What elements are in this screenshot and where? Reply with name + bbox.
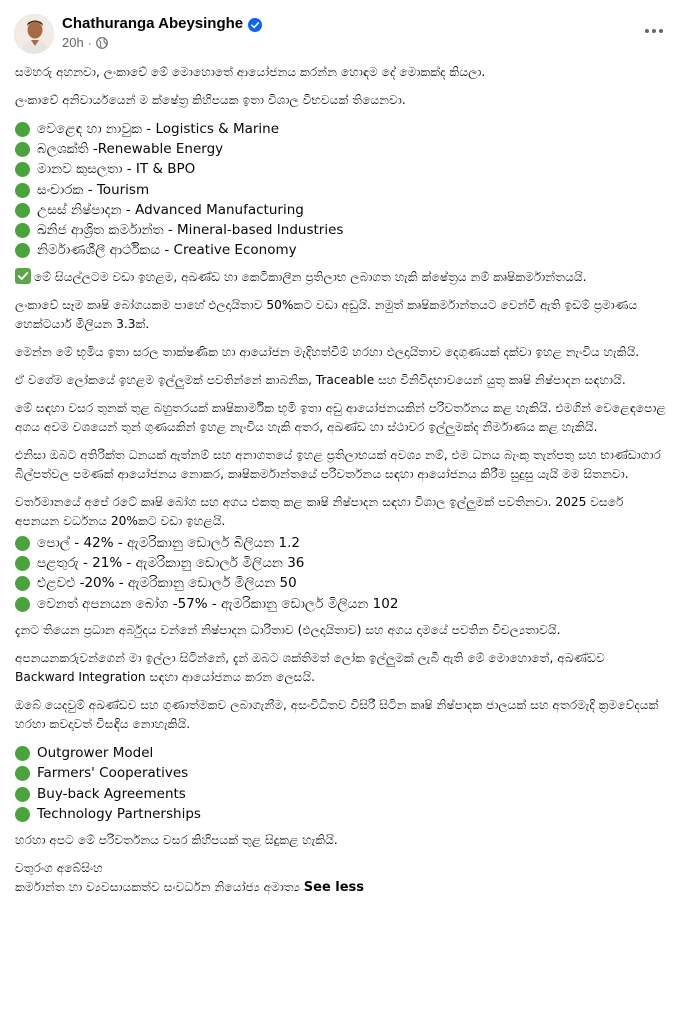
green-circle-icon <box>15 183 30 198</box>
list-item-text: පොල් - 42% - ඇමරිකානු ඩොලර් බිලියන 1.2 <box>37 534 300 551</box>
more-dots-icon <box>644 28 664 34</box>
post-meta <box>62 35 262 50</box>
meta-separator: · <box>87 35 92 50</box>
list-item <box>15 200 667 220</box>
post-time[interactable]: 20h <box>62 35 84 50</box>
list-item <box>15 180 667 200</box>
list-item <box>15 139 667 159</box>
list-item-text: පළතුරු - 21% - ඇමරිකානු ඩොලර් මිලියන 36 <box>37 555 305 572</box>
green-circle-icon <box>15 243 30 258</box>
green-circle-icon <box>15 162 30 177</box>
list-item-text: වෙළෙඳ හා නාවුක - Logistics & Marine <box>37 120 280 137</box>
list-item <box>15 553 667 573</box>
paragraph: මෙන්න මේ භූමිය ඉතා සරල තාක්ෂණික හා ආයෝජන මැදිහත්වීම් හරහා ඵලදායිතාව දෙගුණයක් දක්වා ඉහළ නැංවිය හැකියි. <box>15 345 640 360</box>
author-row <box>62 15 262 32</box>
post-header <box>14 11 672 57</box>
paragraph: ඔබේ යෙදවුම් අඛණ්ඩව සහ ගුණාත්මකව ලබාගැනීම, අසංවිධිතව විසිරී සිටින කෘෂි නිෂ්පාදක ජාලයක් සහ අතරමැදි ක්‍රමවේදයක් හරහා කවදාවත් විසඳිය නොහැකියි. <box>15 698 659 732</box>
green-circle-icon <box>15 807 30 822</box>
green-circle-icon <box>15 787 30 802</box>
list-item <box>15 804 667 824</box>
list-item <box>15 784 667 804</box>
list-item <box>15 119 667 139</box>
list-item <box>15 764 667 784</box>
author-name[interactable]: Chathuranga Abeysinghe <box>62 15 244 32</box>
list-item <box>15 574 667 594</box>
green-circle-icon <box>15 536 30 551</box>
list-item-text: නිර්මාණශීලී ආර්ථිකය - Creative Economy <box>37 242 297 259</box>
check-mark-icon <box>15 268 31 284</box>
list-item-text: Buy-back Agreements <box>37 785 186 802</box>
post-body <box>15 63 667 897</box>
green-circle-icon <box>15 746 30 761</box>
paragraph: සමහරු අහනවා, ලංකාවේ මේ මොහොතේ ආයෝජනය කරන්න හොඳම දේ මොකක්ද කියලා. <box>15 65 486 79</box>
green-circle-icon <box>15 203 30 218</box>
paragraph: හරහා අපට මේ පරිවර්තනය වසර කිහිපයක් තුළ සිදුකළ හැකියි. <box>15 833 338 848</box>
paragraph: එනිසා ඔබට අතිරික්ත ධනයක් ඇත්නම් සහ අනාගතයේ ඉහළ ප්‍රතිලාභයක් අවශ්‍ය නම්, එම ධනය බැංකු තැන්පතු සහ භාණ්ඩාගාර බිල්පත්වල පමණක් ආයෝජනය නොකර, කෘෂිකර්මාන්තයේ පරිවර්තනය සඳහා ආයෝජනය කිරීම සුදුසු යැයි මම සිතනවා. <box>15 448 661 482</box>
list-item <box>15 220 667 240</box>
green-circle-icon <box>15 576 30 591</box>
green-circle-icon <box>15 142 30 157</box>
signature-name: චතුරංග අබේසිංහ <box>15 861 103 876</box>
list-item-text: මානව කුසලතා - IT & BPO <box>37 161 196 178</box>
list-item <box>15 241 667 261</box>
paragraph: මේ සඳහා වසර තුනක් තුළ බහුතරයක් කෘෂිකාර්මික භූමි ඉතා අඩු ආයෝජනයකින් පරිවර්තනය කළ හැකියි. එමගින් වෙළෙඳපොළ අගය අවම වශයෙන් තුන් ගුණයකින් ඉහළ නැංවිය හැකි අතර, අඛණ්ඩ හා ස්ථාවර ඉල්ලුමක්ද නිර්මාණය කළ හැකියි. <box>15 401 666 435</box>
avatar[interactable] <box>14 14 54 54</box>
globe-icon[interactable] <box>96 37 108 49</box>
list-item-text: බලශක්ති -Renewable Energy <box>37 140 224 157</box>
paragraph-text: මේ සියල්ලටම වඩා ඉහළම, අඛණ්ඩ හා කෙටිකාලීන ප්‍රතිලාභ ලබාගත හැකි ක්ෂේත්‍රය නම් කෘෂිකර්මාන්තයයි. <box>34 270 587 285</box>
paragraph: අපනයනකරුවන්ගෙන් මා ඉල්ලා සිටින්නේ, දැන් ඔබට ශක්තිමත් ලෝක ඉල්ලුමක් ලැබී ඇති මේ මොහොතේ, අඛණ්ඩව Backward Integration සඳහා ආයෝජනය කරන ලෙසයි. <box>15 651 605 685</box>
paragraph: ලංකාවේ සෑම කෘෂි බෝගයකම පාහේ ඵලදායිතාව 50%කට වඩා අඩුයි. නමුත් කෘෂිකර්මාන්තයට වෙන්වී ඇති ඉඩම් ප්‍රමාණය හෙක්ටයාර් මිලියන 3.3ක්. <box>15 298 638 332</box>
green-circle-icon <box>15 766 30 781</box>
author-block <box>62 15 262 50</box>
list-item-text: සංචාරක - Tourism <box>37 181 150 198</box>
signature-title: කර්මාන්ත හා ව්‍යවසායකත්ව සංවර්ධන නියෝජ්‍ය අමාත්‍ය <box>15 880 304 895</box>
green-circle-icon <box>15 223 30 238</box>
list-item <box>15 743 667 763</box>
list-item-text: උසස් නිෂ්පාදන - Advanced Manufacturing <box>37 201 304 218</box>
sector-list <box>15 119 667 261</box>
green-circle-icon <box>15 597 30 612</box>
list-item-text: ඛනිජ ආශ්‍රිත කර්මාන්ත - Mineral-based Industries <box>37 222 344 239</box>
export-list <box>15 533 667 614</box>
signature <box>15 859 667 897</box>
list-item <box>15 594 667 614</box>
list-item-text: Technology Partnerships <box>37 805 201 822</box>
green-circle-icon <box>15 556 30 571</box>
paragraph: ලංකාවේ අනිවාර්යයෙන් ම ක්ෂේත්‍ර කිහිපයක ඉතා විශාල විභවයක් තියෙනවා. <box>15 93 406 107</box>
paragraph: ඒ වගේම ලෝකයේ ඉහළම ඉල්ලුමක් පවතින්නේ කාබනික, Traceable සහ විනිවිදභාවයෙන් යුතු කෘෂි නිෂ්පාදන සඳහායි. <box>15 373 626 388</box>
list-item <box>15 533 667 553</box>
more-options-button[interactable] <box>640 17 668 45</box>
model-list <box>15 743 667 824</box>
signature-title-line <box>15 878 667 897</box>
list-item-text: වෙනත් අපනයන බෝග -57% - ඇමරිකානු ඩොලර් මිලියන 102 <box>37 595 399 612</box>
see-less-link[interactable]: See less <box>303 880 365 896</box>
verified-badge-icon <box>248 17 262 31</box>
paragraph: දැනට තියෙන ප්‍රධාන අර්බුදය වන්නේ නිෂ්පාදන ධාරිතාව (ඵලදායිතාව) සහ අගය දාමයේ පවතින විචල්‍යතාවයි. <box>15 623 561 638</box>
profile-photo-icon <box>15 15 54 54</box>
paragraph-highlight <box>15 268 667 287</box>
list-item-text: එළවළු -20% - ඇමරිකානු ඩොලර් මිලියන 50 <box>37 575 297 592</box>
list-item <box>15 160 667 180</box>
green-circle-icon <box>15 122 30 137</box>
list-item-text: Farmers' Cooperatives <box>37 765 189 782</box>
paragraph: වර්තමානයේ අපේ රටේ කෘෂි බෝග සහ අගය එකතු කළ කෘෂි නිෂ්පාදන සඳහා විශාල ඉල්ලුමක් පවතිනවා. 2025 වසරේ අපනයන වර්ධනය 20%කට වඩා ඉහළයි. <box>15 495 624 529</box>
list-item-text: Outgrower Model <box>37 744 154 761</box>
